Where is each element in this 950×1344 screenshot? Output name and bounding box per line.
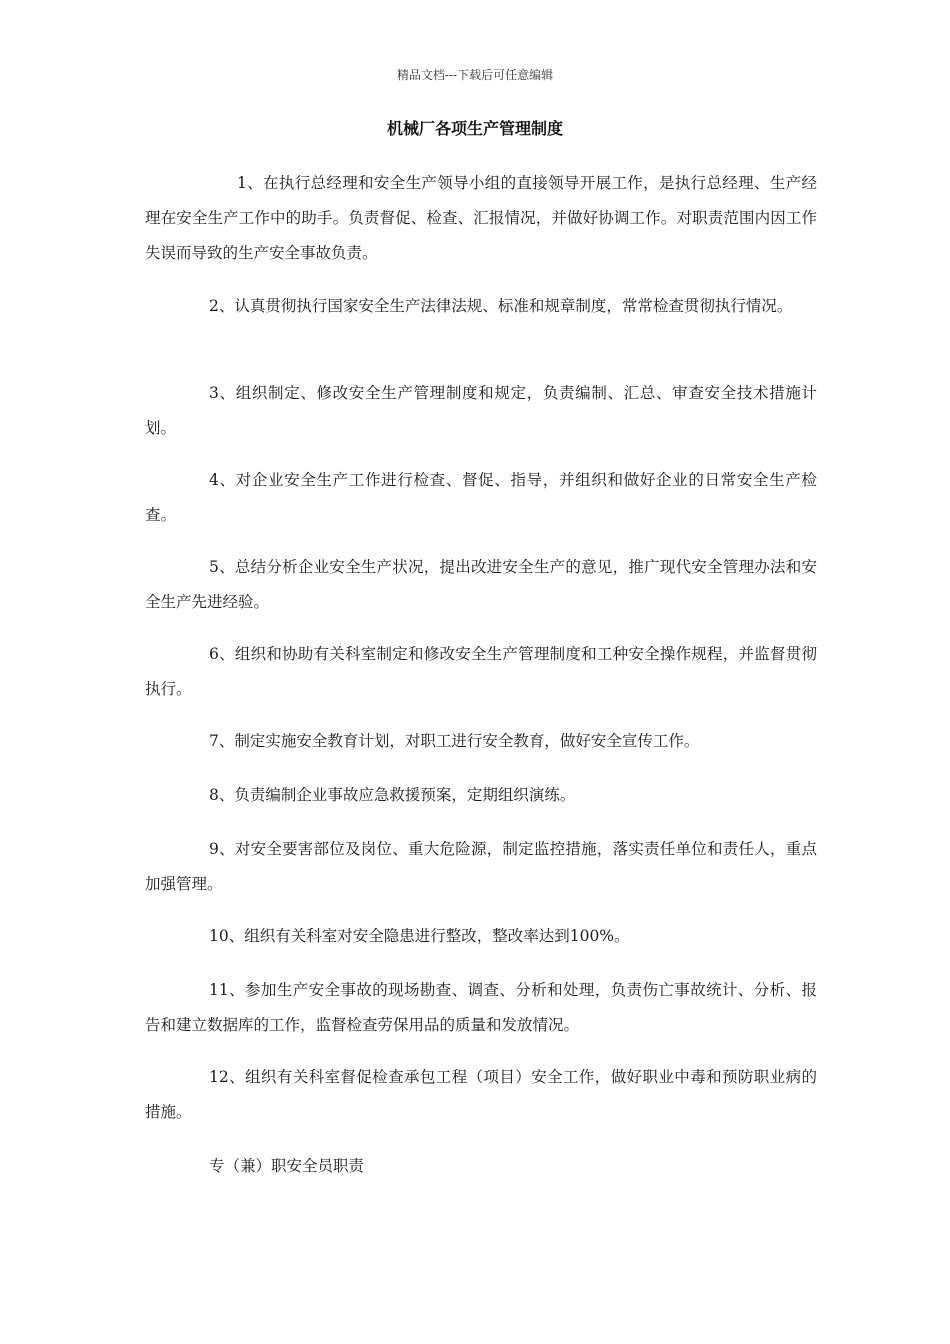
document-title: 机械厂各项生产管理制度 xyxy=(386,119,563,138)
paragraph-7: 7、制定实施安全教育计划，对职工进行安全教育，做好安全宣传工作。 xyxy=(209,732,700,750)
paragraph-8: 8、负责编制企业事故应急救援预案，定期组织演练。 xyxy=(209,786,576,804)
paragraph-12: 12、组织有关科室督促检查承包工程（项目）安全工作，做好职业中毒和预防职业病的措施。 xyxy=(145,1068,817,1121)
paragraph-10: 10、组织有关科室对安全隐患进行整改，整改率达到100%。 xyxy=(209,927,630,945)
section-heading: 专（兼）职安全员职责 xyxy=(209,1157,365,1175)
page-header: 精品文档---下载后可任意编辑 xyxy=(396,68,554,82)
paragraph-6: 6、组织和协助有关科室制定和修改安全生产管理制度和工种安全操作规程，并监督贯彻执行。 xyxy=(145,645,817,698)
paragraph-1: 1、在执行总经理和安全生产领导小组的直接领导开展工作，是执行总经理、生产经理在安全生产工作中的助手。负责督促、检查、汇报情况，并做好协调工作。对职责范围内因工作失误而导致的生产安全事故负责。 xyxy=(145,174,817,262)
paragraph-9: 9、对安全要害部位及岗位、重大危险源，制定监控措施，落实责任单位和责任人，重点加强管理。 xyxy=(145,840,817,893)
paragraph-11: 11、参加生产安全事故的现场勘查、调查、分析和处理，负责伤亡事故统计、分析、报告和建立数据库的工作，监督检查劳保用品的质量和发放情况。 xyxy=(145,981,817,1034)
paragraph-2: 2、认真贯彻执行国家安全生产法律法规、标准和规章制度，常常检查贯彻执行情况。 xyxy=(209,297,793,315)
paragraph-3: 3、组织制定、修改安全生产管理制度和规定，负责编制、汇总、审查安全技术措施计划。 xyxy=(145,384,817,437)
paragraph-4: 4、对企业安全生产工作进行检查、督促、指导，并组织和做好企业的日常安全生产检查。 xyxy=(145,471,817,524)
paragraph-5: 5、总结分析企业安全生产状况，提出改进安全生产的意见，推广现代安全管理办法和安全生产先进经验。 xyxy=(145,558,817,611)
